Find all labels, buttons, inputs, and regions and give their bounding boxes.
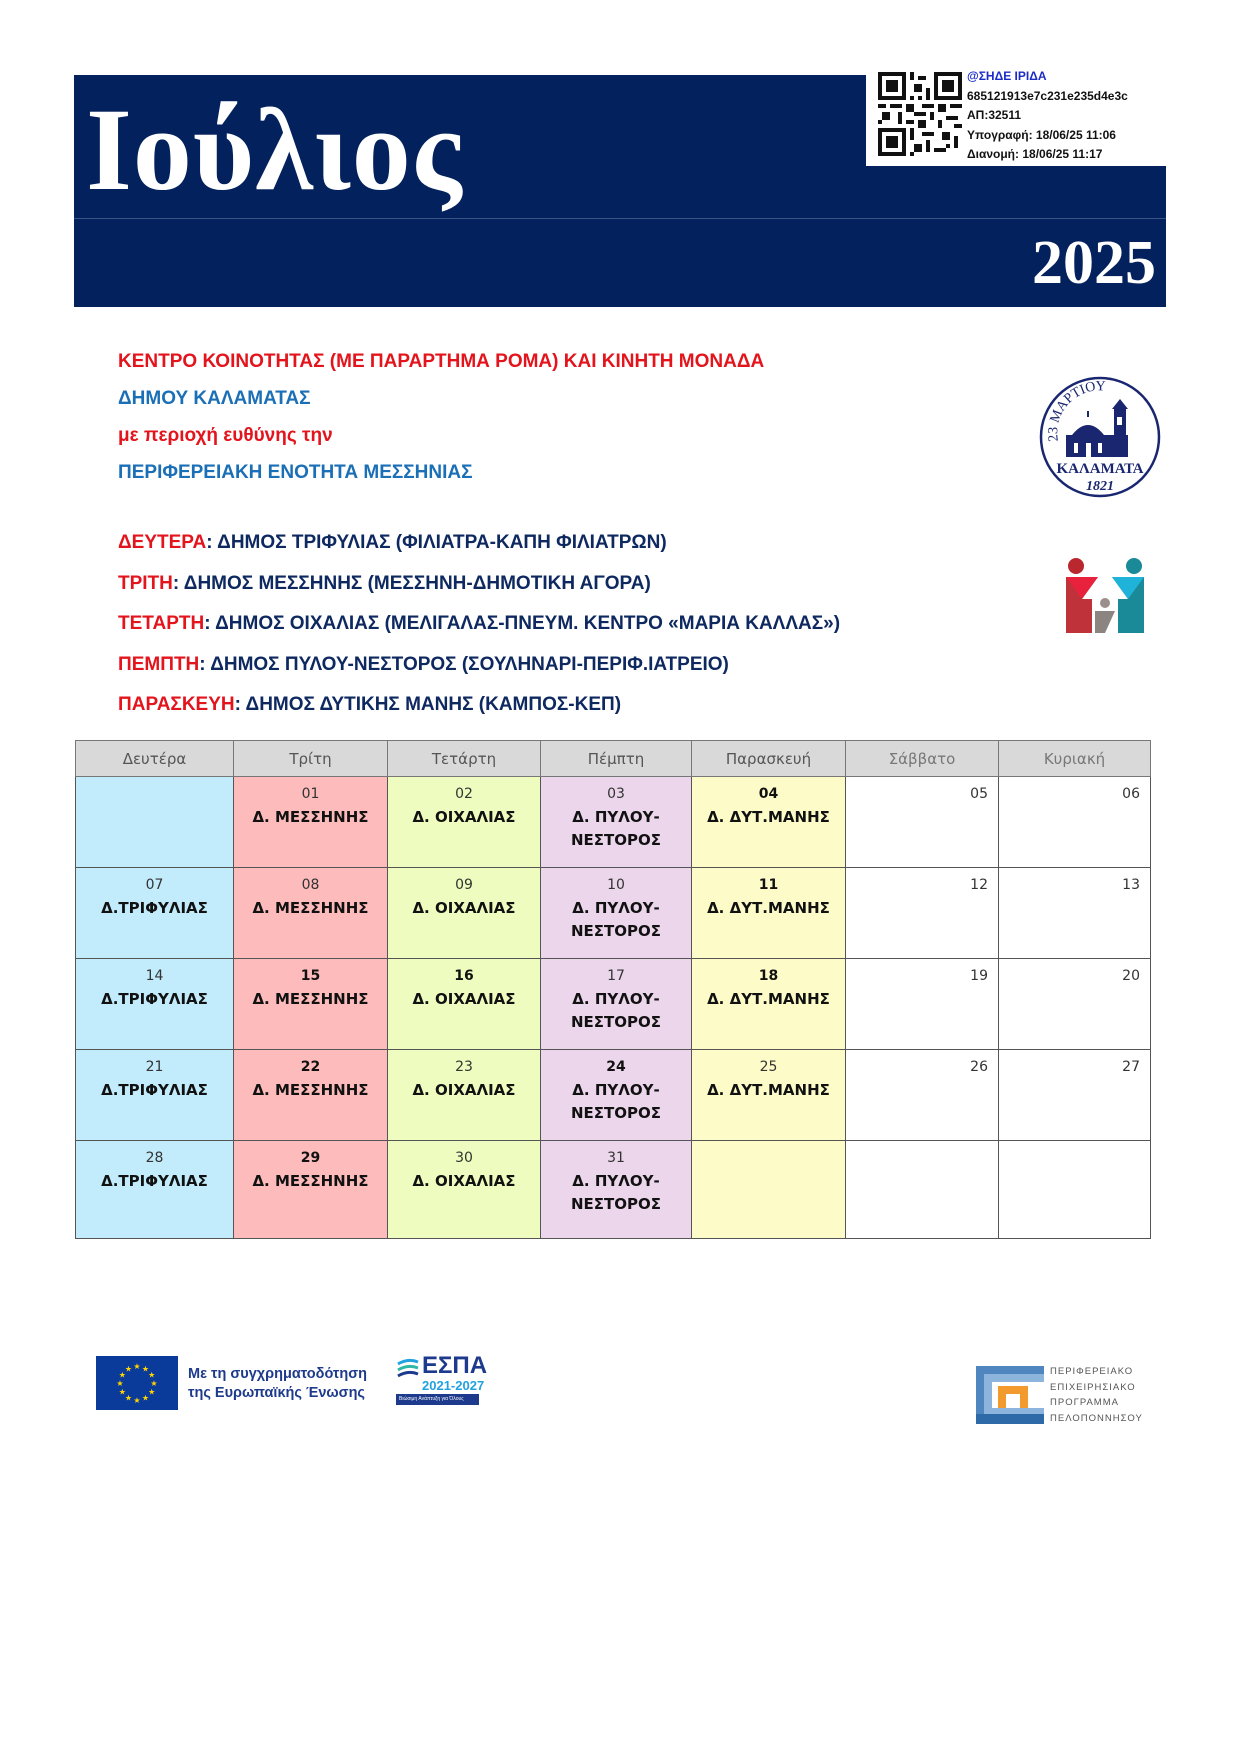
calendar-day-cell [999, 1141, 1151, 1239]
weekday-header: Τρίτη [234, 741, 388, 777]
day-event: Δ.ΤΡΙΦΥΛΙΑΣ [101, 899, 208, 917]
day-event: Δ. ΜΕΣΣΗΝΗΣ [252, 1172, 369, 1190]
day-event: Δ. ΟΙΧΑΛΙΑΣ [412, 899, 516, 917]
day-event [846, 1076, 998, 1079]
intro-heading [118, 349, 764, 497]
day-event [999, 985, 1150, 988]
day-number: 18 [758, 968, 779, 984]
eu-star-icon: ★ [148, 1387, 156, 1397]
calendar-day-cell [541, 868, 692, 959]
calendar-day-cell [388, 868, 541, 959]
schedule-item-tuesday [118, 570, 840, 611]
calendar-header-row [76, 741, 1151, 777]
calendar-day-cell [999, 1050, 1151, 1141]
calendar-day-cell [388, 959, 541, 1050]
day-number: 06 [1122, 786, 1140, 802]
espa-title: ΕΣΠΑ [422, 1352, 488, 1379]
calendar-day-cell [692, 777, 846, 868]
day-number: 01 [301, 786, 320, 802]
calendar-day-cell [76, 868, 234, 959]
espa-tagline: Βιώσιμη Ανάπτυξη για Όλους [396, 1394, 479, 1405]
calendar-day-cell [388, 1050, 541, 1141]
day-event [76, 803, 233, 806]
schedule-day: ΠΕΜΠΤΗ [118, 653, 200, 675]
calendar-day-cell [76, 777, 234, 868]
day-event: Δ. ΟΙΧΑΛΙΑΣ [412, 808, 516, 826]
seal-top-text: 23 ΜΑΡΤΙΟΥ [1046, 379, 1106, 443]
calendar-day-cell [234, 777, 388, 868]
schedule-place: ΔΗΜΟΣ ΜΕΣΣΗΝΗΣ (ΜΕΣΣΗΝΗ-ΔΗΜΟΤΙΚΗ ΑΓΟΡΑ) [183, 572, 651, 594]
calendar-day-cell [846, 868, 999, 959]
calendar-week-row [76, 959, 1151, 1050]
day-event: Δ. ΔΥΤ.ΜΑΝΗΣ [707, 899, 830, 917]
calendar-day-cell [234, 1141, 388, 1239]
day-event: Δ. ΔΥΤ.ΜΑΝΗΣ [707, 990, 830, 1008]
day-event: Δ. ΜΕΣΣΗΝΗΣ [252, 990, 369, 1008]
day-event: Δ. ΠΥΛΟΥ-ΝΕΣΤΟΡΟΣ [570, 899, 662, 940]
eu-star-icon: ★ [118, 1370, 126, 1380]
stamp-hash: 685121913e7c231e235d4e3c [967, 88, 1128, 103]
day-event: Δ. ΔΥΤ.ΜΑΝΗΣ [707, 1081, 830, 1099]
schedule-item-friday [118, 691, 840, 732]
espa-years: 2021-2027 [422, 1378, 485, 1393]
pep-text [1050, 1364, 1143, 1426]
day-event [846, 894, 998, 897]
day-number: 21 [145, 1059, 164, 1075]
day-number: 19 [970, 968, 988, 984]
calendar-week-row [76, 868, 1151, 959]
pep-line: ΕΠΙΧΕΙΡΗΣΙΑΚΟ [1050, 1381, 1136, 1393]
eu-star-icon: ★ [116, 1379, 124, 1388]
schedule-place: ΔΗΜΟΣ ΤΡΙΦΥΛΙΑΣ (ΦΙΛΙΑΤΡΑ-ΚΑΠΗ ΦΙΛΙΑΤΡΩΝ) [217, 532, 667, 553]
calendar-day-cell [541, 1141, 692, 1239]
calendar-day-cell [692, 1050, 846, 1141]
day-number: 20 [1122, 968, 1140, 984]
day-number: 28 [145, 1150, 164, 1166]
schedule-day: ΔΕΥΤΕΡΑ [118, 532, 207, 553]
day-event: Δ. ΠΥΛΟΥ-ΝΕΣΤΟΡΟΣ [570, 1172, 662, 1213]
weekday-header: Σάββατο [846, 741, 999, 777]
eu-star-icon: ★ [141, 1364, 150, 1374]
day-number: 29 [300, 1150, 321, 1166]
day-event: Δ. ΜΕΣΣΗΝΗΣ [252, 1081, 369, 1099]
espa-waves-icon [396, 1358, 420, 1380]
schedule-place: ΔΗΜΟΣ ΔΥΤΙΚΗΣ ΜΑΝΗΣ (ΚΑΜΠΟΣ-ΚΕΠ) [245, 694, 622, 715]
calendar-day-cell [541, 959, 692, 1050]
day-number: 02 [455, 786, 473, 802]
weekday-header: Τετάρτη [388, 741, 541, 777]
day-number: 09 [455, 877, 473, 893]
espa-logo [396, 1352, 488, 1410]
weekday-header: Δευτέρα [76, 741, 234, 777]
intro-line-4: ΠΕΡΙΦΕΡΕΙΑΚΗ ΕΝΟΤΗΤΑ ΜΕΣΣΗΝΙΑΣ [118, 462, 473, 483]
day-event: Δ. ΜΕΣΣΗΝΗΣ [252, 899, 369, 917]
day-number: 04 [758, 786, 779, 802]
community-center-logo [1062, 557, 1148, 635]
eu-cofunding-text [188, 1365, 367, 1403]
stamp-protocol: ΑΠ:32511 [967, 108, 1022, 123]
day-event: Δ.ΤΡΙΦΥΛΙΑΣ [101, 990, 208, 1008]
day-event [999, 1167, 1150, 1170]
calendar-day-cell [76, 959, 234, 1050]
eu-text-line-1: Με τη συγχρηματοδότηση [188, 1366, 368, 1382]
banner-divider [74, 218, 1166, 219]
stamp-text [967, 67, 1128, 165]
calendar-day-cell [999, 777, 1151, 868]
calendar-day-cell [76, 1050, 234, 1141]
day-event [846, 803, 998, 806]
calendar-day-cell [234, 1050, 388, 1141]
day-event [692, 1167, 845, 1170]
intro-line-1: ΚΕΝΤΡΟ ΚΟΙΝΟΤΗΤΑΣ (ΜΕ ΠΑΡΑΡΤΗΜΑ ΡΟΜΑ) ΚΑΙ ΚΙΝΗΤΗ ΜΟΝΑΔΑ [118, 351, 765, 372]
schedule-separator: : [234, 694, 246, 715]
day-event: Δ. ΟΙΧΑΛΙΑΣ [412, 1172, 516, 1190]
day-number [999, 1141, 1150, 1167]
schedule-separator: : [206, 532, 218, 553]
day-number: 23 [455, 1059, 473, 1075]
day-number: 03 [607, 786, 625, 802]
calendar-week-row [76, 1141, 1151, 1239]
eu-flag-icon [96, 1356, 178, 1410]
calendar-day-cell [846, 959, 999, 1050]
calendar-day-cell [692, 868, 846, 959]
schedule-day: ΤΡΙΤΗ [118, 572, 173, 594]
calendar-day-cell [692, 959, 846, 1050]
intro-line-3: με περιοχή ευθύνης την [118, 425, 333, 446]
day-number: 05 [970, 786, 988, 802]
calendar-day-cell [388, 777, 541, 868]
stamp-brand: @ΣΗΔΕ ΙΡΙΔΑ [967, 69, 1047, 83]
calendar-day-cell [388, 1141, 541, 1239]
day-event: Δ.ΤΡΙΦΥΛΙΑΣ [101, 1081, 208, 1099]
eu-star-icon: ★ [133, 1362, 141, 1371]
calendar-day-cell [999, 959, 1151, 1050]
pep-line: ΠΡΟΓΡΑΜΜΑ [1050, 1397, 1119, 1408]
calendar-day-cell [234, 868, 388, 959]
stamp-distribution-date: Διανομή: 18/06/25 11:17 [967, 147, 1103, 162]
schedule-day: ΤΕΤΑΡΤΗ [118, 613, 205, 634]
pep-logo-icon [976, 1366, 1044, 1424]
day-number: 10 [607, 877, 625, 893]
weekday-header: Κυριακή [999, 741, 1151, 777]
day-number: 16 [454, 968, 474, 984]
day-number: 24 [606, 1059, 626, 1075]
schedule-separator: : [204, 613, 216, 634]
day-event: Δ. ΟΙΧΑΛΙΑΣ [412, 990, 516, 1008]
schedule-separator: : [199, 653, 211, 675]
day-number: 27 [1122, 1059, 1140, 1075]
eu-star-icon: ★ [124, 1393, 133, 1403]
day-number: 07 [145, 877, 164, 893]
day-number: 26 [970, 1059, 988, 1075]
year-title: 2025 [1032, 229, 1156, 297]
stamp-signature-date: Υπογραφή: 18/06/25 11:06 [967, 127, 1116, 142]
day-event: Δ. ΜΕΣΣΗΝΗΣ [252, 808, 369, 826]
day-event [846, 1167, 998, 1170]
intro-line-2: ΔΗΜΟΥ ΚΑΛΑΜΑΤΑΣ [118, 388, 311, 409]
day-event [999, 894, 1150, 897]
day-event [999, 1076, 1150, 1079]
schedule-item-wednesday [118, 610, 840, 651]
signature-stamp [866, 65, 1166, 166]
day-number: 25 [759, 1059, 778, 1075]
calendar-day-cell [541, 777, 692, 868]
day-event: Δ. ΠΥΛΟΥ-ΝΕΣΤΟΡΟΣ [570, 808, 662, 849]
eu-star-icon: ★ [141, 1393, 150, 1403]
month-title: Ιούλιος [86, 84, 463, 215]
eu-star-icon: ★ [118, 1387, 126, 1397]
eu-star-icon: ★ [124, 1364, 133, 1374]
day-event [846, 985, 998, 988]
schedule-place: ΔΗΜΟΣ ΠΥΛΟΥ-ΝΕΣΤΟΡΟΣ (ΣΟΥΛΗΝΑΡΙ-ΠΕΡΙΦ.ΙΑΤΡΕΙΟ) [210, 653, 729, 675]
day-number [846, 1141, 998, 1167]
calendar-week-row [76, 1050, 1151, 1141]
schedule-day: ΠΑΡΑΣΚΕΥΗ [118, 694, 235, 715]
calendar-day-cell [234, 959, 388, 1050]
day-event: Δ. ΠΥΛΟΥ-ΝΕΣΤΟΡΟΣ [570, 1081, 662, 1122]
day-number: 08 [301, 877, 320, 893]
day-number [692, 1141, 845, 1167]
day-number: 22 [300, 1059, 321, 1075]
day-event: Δ.ΤΡΙΦΥΛΙΑΣ [101, 1172, 208, 1190]
calendar-day-cell [541, 1050, 692, 1141]
calendar-day-cell [692, 1141, 846, 1239]
schedule-item-thursday [118, 651, 840, 692]
day-number: 17 [607, 968, 625, 984]
calendar-day-cell [846, 1141, 999, 1239]
schedule-separator: : [172, 572, 184, 594]
day-number: 15 [300, 968, 321, 984]
schedule-item-monday [118, 529, 840, 570]
day-event: Δ. ΠΥΛΟΥ-ΝΕΣΤΟΡΟΣ [570, 990, 662, 1031]
pep-line: ΠΕΡΙΦΕΡΕΙΑΚΟ [1050, 1366, 1134, 1377]
day-number: 30 [455, 1150, 473, 1166]
day-event: Δ. ΟΙΧΑΛΙΑΣ [412, 1081, 516, 1099]
calendar-day-cell [846, 1050, 999, 1141]
eu-star-icon: ★ [133, 1396, 141, 1405]
eu-star-icon: ★ [148, 1370, 156, 1380]
weekly-schedule [118, 529, 840, 732]
weekday-header: Παρασκευή [692, 741, 846, 777]
day-number: 31 [607, 1150, 625, 1166]
calendar-week-row [76, 777, 1151, 868]
day-event: Δ. ΔΥΤ.ΜΑΝΗΣ [707, 808, 830, 826]
eu-text-line-2: της Ευρωπαϊκής Ένωσης [188, 1385, 365, 1401]
day-number [76, 777, 233, 803]
pep-line: ΠΕΛΟΠΟΝΝΗΣΟΥ [1050, 1412, 1143, 1424]
seal-year-text: 1821 [1086, 479, 1114, 494]
weekday-header: Πέμπτη [541, 741, 692, 777]
eu-star-icon: ★ [150, 1379, 158, 1388]
calendar-day-cell [846, 777, 999, 868]
seal-name-text: ΚΑΛΑΜΑΤΑ [1056, 461, 1144, 477]
day-event [999, 803, 1150, 806]
calendar-table [75, 740, 1151, 1239]
qr-code-icon [878, 72, 962, 156]
day-number: 14 [145, 968, 164, 984]
schedule-place: ΔΗΜΟΣ ΟΙΧΑΛΙΑΣ (ΜΕΛΙΓΑΛΑΣ-ΠΝΕΥΜ. ΚΕΝΤΡΟ «ΜΑΡΙΑ ΚΑΛΛΑΣ») [215, 613, 841, 634]
day-number: 13 [1122, 877, 1140, 893]
day-number: 12 [970, 877, 988, 893]
kalamata-seal-logo [1038, 375, 1162, 499]
calendar-day-cell [999, 868, 1151, 959]
day-number: 11 [758, 877, 779, 893]
calendar-day-cell [76, 1141, 234, 1239]
